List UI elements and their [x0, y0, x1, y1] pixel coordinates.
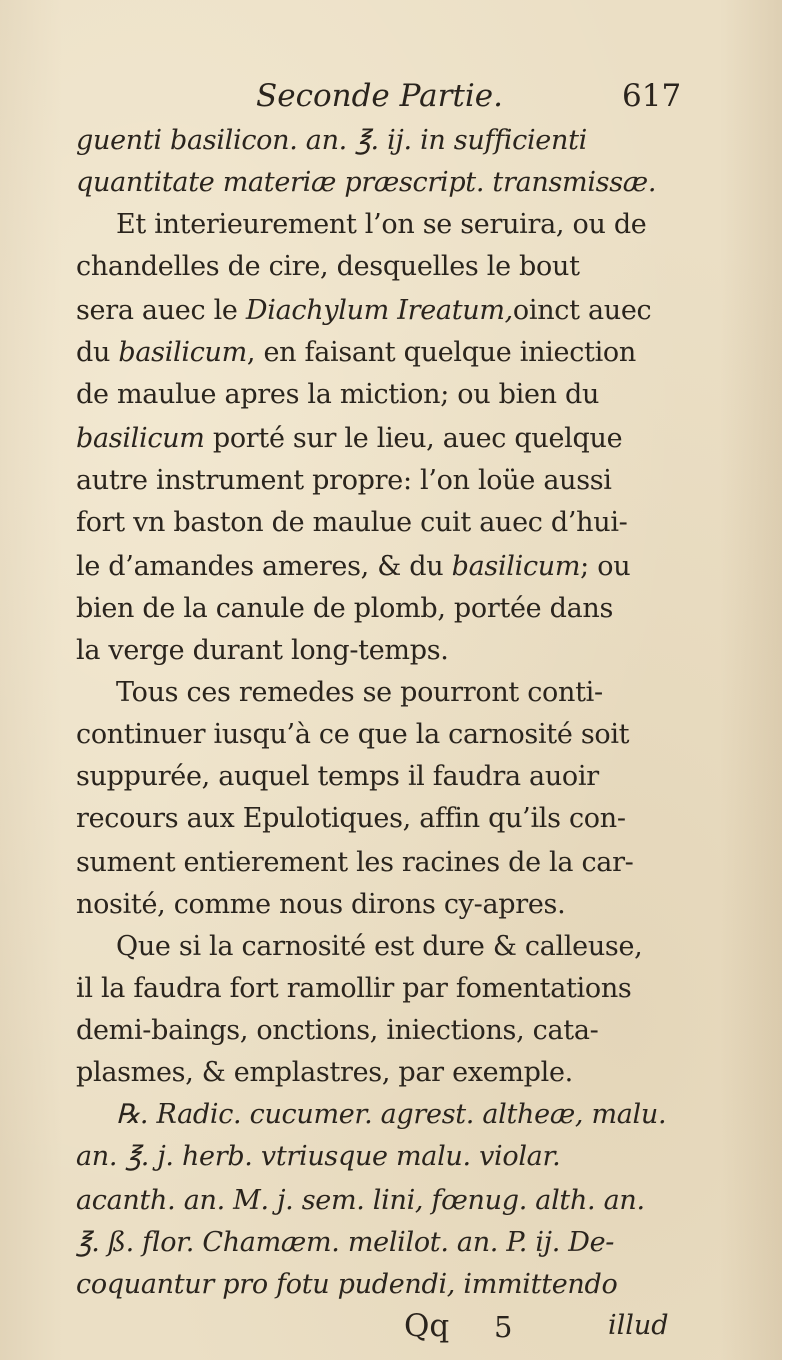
- text-line: [76, 1184, 645, 1218]
- text-line: [116, 208, 646, 242]
- text-span: Et interieurement l’on se seruira, ou de: [116, 209, 647, 240]
- text-line: [76, 124, 587, 158]
- text-line: [76, 592, 613, 626]
- text-span: nosité, comme nous dirons cy-apres.: [76, 889, 566, 920]
- text-span: Tous ces remedes se pourront conti-: [116, 677, 603, 708]
- text-line: [116, 930, 642, 964]
- text-span: ℞. Radic. cucumer. agrest. altheæ, malu.: [116, 1099, 667, 1130]
- text-span: il la faudra fort ramollir par fomentations: [76, 973, 632, 1004]
- catchword: illud: [608, 1310, 669, 1341]
- text-span: demi-baings, onctions, iniections, cata-: [76, 1015, 599, 1046]
- text-span: ℥. ß. flor. Chamæm. melilot. an. P. ij. De-: [76, 1227, 615, 1258]
- text-line: [76, 846, 634, 880]
- text-line: [76, 336, 636, 370]
- text-span: sument entierement les racines de la car-: [76, 847, 634, 878]
- text-span: basilicum: [118, 337, 247, 368]
- text-line: [76, 550, 630, 584]
- text-line: [76, 972, 632, 1006]
- text-span: plasmes, & emplastres, par exemple.: [76, 1057, 573, 1088]
- text-line: [76, 166, 656, 200]
- text-span: du: [76, 337, 119, 368]
- text-line: [116, 676, 603, 710]
- scan-margin: [782, 0, 800, 1360]
- text-line: [76, 378, 599, 412]
- text-span: sera auec le: [76, 295, 246, 326]
- text-span: an. ℥. j. herb. vtriusque malu. violar.: [76, 1141, 561, 1172]
- text-span: bien de la canule de plomb, portée dans: [76, 593, 614, 624]
- text-line: [76, 250, 580, 284]
- text-line: [76, 1226, 614, 1260]
- text-line: [116, 1098, 666, 1132]
- text-span: basilicum: [76, 423, 205, 454]
- text-span: quantitate materiæ præscript. transmissæ.: [76, 167, 657, 198]
- running-title: Seconde Partie.: [256, 78, 503, 114]
- text-line: [76, 464, 612, 498]
- text-span: de maulue apres la miction; ou bien du: [76, 379, 600, 410]
- text-line: [76, 1014, 598, 1048]
- text-span: Diachylum Ireatum,: [245, 295, 513, 326]
- signature-number: 5: [494, 1310, 513, 1344]
- text-line: [76, 718, 629, 752]
- text-line: [76, 294, 651, 328]
- text-span: , en faisant quelque iniection: [246, 337, 636, 368]
- text-line: [76, 1140, 560, 1174]
- page-number: 617: [622, 78, 682, 114]
- text-span: guenti basilicon. an. ℥. ij. in sufficienti: [76, 125, 587, 156]
- text-line: [76, 760, 599, 794]
- text-span: continuer iusqu’à ce que la carnosité soit: [76, 719, 630, 750]
- text-span: le d’amandes ameres, & du: [76, 551, 452, 582]
- text-span: recours aux Epulotiques, affin qu’ils con-: [76, 803, 626, 834]
- text-line: [76, 802, 626, 836]
- text-span: autre instrument propre: l’on loüe aussi: [76, 465, 612, 496]
- text-span: acanth. an. M. j. sem. lini, fœnug. alth. an.: [76, 1185, 645, 1216]
- text-line: [76, 634, 449, 668]
- text-line: [76, 506, 628, 540]
- signature-mark: Qq: [404, 1308, 450, 1344]
- text-span: coquantur pro fotu pudendi, immittendo: [76, 1269, 618, 1300]
- text-span: la verge durant long-temps.: [76, 635, 449, 666]
- text-span: chandelles de cire, desquelles le bout: [76, 251, 580, 282]
- text-span: suppurée, auquel temps il faudra auoir: [76, 761, 599, 792]
- text-line: [76, 1268, 617, 1302]
- text-span: porté sur le lieu, auec quelque: [204, 423, 623, 454]
- text-span: basilicum: [451, 551, 581, 582]
- text-line: [76, 1056, 573, 1090]
- text-span: Que si la carnosité est dure & calleuse,: [116, 931, 643, 962]
- text-span: oinct auec: [512, 295, 652, 326]
- text-span: ; ou: [580, 551, 631, 582]
- text-line: [76, 422, 622, 456]
- text-line: [76, 888, 565, 922]
- text-span: fort vn baston de maulue cuit auec d’hui-: [76, 507, 628, 538]
